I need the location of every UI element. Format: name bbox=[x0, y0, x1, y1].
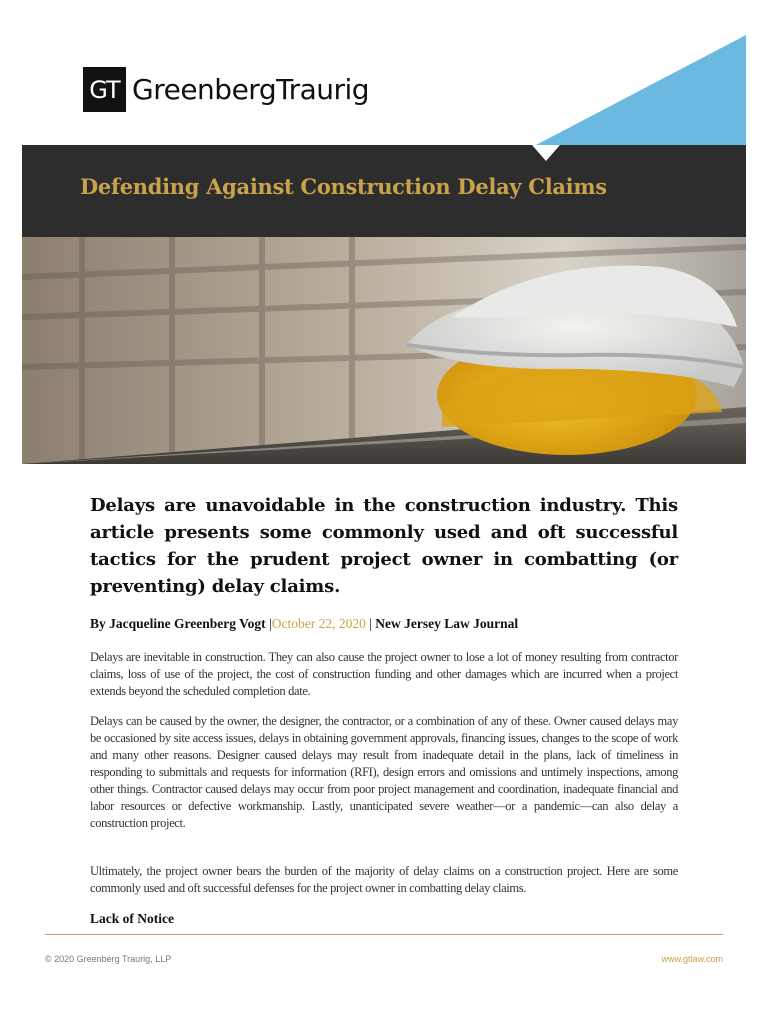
publish-date: October 22, 2020 bbox=[271, 616, 366, 631]
byline-separator: | bbox=[269, 616, 272, 631]
byline-separator: | bbox=[369, 616, 372, 631]
greenberg-traurig-logo[interactable] bbox=[83, 67, 369, 112]
footer-divider bbox=[45, 934, 723, 935]
banner-notch bbox=[532, 145, 560, 161]
article-title: Defending Against Construction Delay Claims bbox=[80, 174, 607, 199]
gt-logo-mark: GT bbox=[83, 67, 126, 112]
body-paragraph: Delays are inevitable in construction. They can also cause the project owner to lose a lot of money resulting from contractor claims, loss of use of the project, the cost of construction funding and other damages which are incurred when a project extends beyond the scheduled completion date. bbox=[90, 650, 678, 698]
article-lead: Delays are unavoidable in the construction industry. This article presents some commonly used and oft successful tactics for the prudent project owner in combatting (or preventing) delay claims. bbox=[90, 495, 678, 597]
website-link[interactable]: www.gtlaw.com bbox=[661, 954, 723, 964]
logo-wordmark: GreenbergTraurig bbox=[132, 73, 370, 106]
body-paragraph: Ultimately, the project owner bears the burden of the majority of delay claims on a construction project. Here are some commonly used and oft successful defenses for the project owner in combatting delay claims. bbox=[90, 864, 678, 895]
author: By Jacqueline Greenberg Vogt bbox=[90, 616, 266, 631]
byline bbox=[90, 616, 690, 632]
body-paragraph: Delays can be caused by the owner, the designer, the contractor, or a combination of any of these. Owner caused delays may be occasioned by site access issues, delays in obtaining government approvals, financing issues, changes to the scope of work and many other reasons. Designer caused delays may result from inadequate detail in the plans, lack of timeliness in responding to submittals and requests for information (RFI), design errors and omissions and untimely inspections, among other things. Contractor caused delays may occur from poor project management and coordination, inadequate financial and labor resources or defective workmanship. Lastly, unanticipated severe weather—or a pandemic—can also delay a construction project. bbox=[90, 714, 678, 830]
copyright: © 2020 Greenberg Traurig, LLP bbox=[45, 954, 172, 964]
hard-hat-photo bbox=[22, 237, 746, 464]
section-heading: Lack of Notice bbox=[90, 911, 174, 926]
publication: New Jersey Law Journal bbox=[375, 616, 519, 631]
